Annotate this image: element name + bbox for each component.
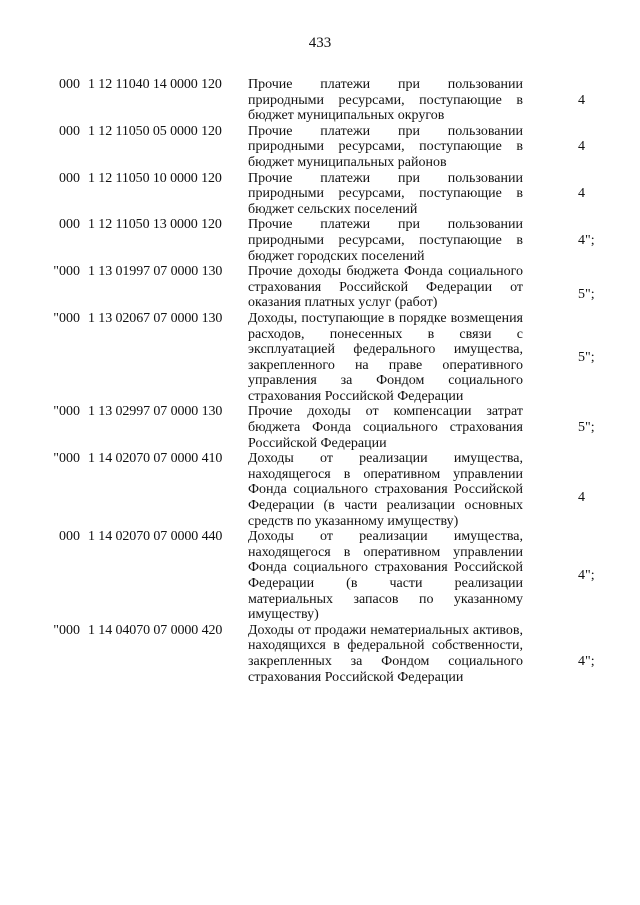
income-description: Прочие доходы от компенсации затрат бюджета Фонда социального страхования Российской Федерации <box>248 404 523 451</box>
admin-code: 000 <box>59 217 80 233</box>
budget-classification-code: 1 14 02070 07 0000 440 <box>88 529 223 545</box>
admin-code: 000 <box>59 170 80 186</box>
admin-code: 000 <box>59 123 80 139</box>
norm-value: 5"; <box>578 287 595 303</box>
table-row <box>0 623 640 685</box>
table-row <box>0 451 640 529</box>
norm-value: 4 <box>578 139 585 155</box>
admin-code: "000 <box>53 404 80 420</box>
norm-value: 4 <box>578 490 585 506</box>
table-row <box>0 77 640 124</box>
admin-code: "000 <box>53 264 80 280</box>
table-row <box>0 404 640 451</box>
table-row <box>0 124 640 171</box>
admin-code: "000 <box>53 310 80 326</box>
admin-code: "000 <box>53 622 80 638</box>
income-description: Прочие платежи при пользовании природными ресурсами, поступающие в бюджет городских поселений <box>248 217 523 264</box>
budget-classification-code: 1 13 01997 07 0000 130 <box>88 264 223 280</box>
budget-classification-code: 1 12 11050 05 0000 120 <box>88 123 222 139</box>
income-description: Доходы, поступающие в порядке возмещения расходов, понесенных в связи с эксплуатацией федерального имущества, закрепленного на праве оперативного управления за Фондом социального страхования Российской Федерации <box>248 310 523 404</box>
table-row <box>0 171 640 218</box>
norm-value: 4"; <box>578 232 595 248</box>
income-description: Доходы от продажи нематериальных активов, находящихся в федеральной собственности, закрепленных за Фондом социального страхования Российской Федерации <box>248 622 523 685</box>
income-description: Доходы от реализации имущества, находящегося в оперативном управлении Фонда социального страхования Российской Федерации (в части реализации основных средств по указанному имуществу) <box>248 451 523 529</box>
table-row <box>0 311 640 405</box>
budget-code-table <box>0 77 640 685</box>
norm-value: 4"; <box>578 653 595 669</box>
budget-classification-code: 1 13 02067 07 0000 130 <box>88 310 223 326</box>
budget-classification-code: 1 12 11050 10 0000 120 <box>88 170 222 186</box>
table-row <box>0 529 640 623</box>
budget-classification-code: 1 14 04070 07 0000 420 <box>88 622 223 638</box>
budget-classification-code: 1 14 02070 07 0000 410 <box>88 451 223 467</box>
admin-code: "000 <box>53 451 80 467</box>
table-row <box>0 264 640 311</box>
page-number: 433 <box>308 35 332 51</box>
income-description: Прочие платежи при пользовании природными ресурсами, поступающие в бюджет сельских поселений <box>248 170 523 217</box>
norm-value: 4 <box>578 92 585 108</box>
income-description: Прочие платежи при пользовании природными ресурсами, поступающие в бюджет муниципальных районов <box>248 123 523 170</box>
income-description: Доходы от реализации имущества, находящегося в оперативном управлении Фонда социального страхования Российской Федерации (в части реализации материальных запасов по указанному имуществу) <box>248 529 523 623</box>
income-description: Прочие доходы бюджета Фонда социального страхования Российской Федерации от оказания платных услуг (работ) <box>248 264 523 311</box>
norm-value: 4 <box>578 186 585 202</box>
budget-classification-code: 1 12 11040 14 0000 120 <box>88 77 222 92</box>
norm-value: 5"; <box>578 420 595 436</box>
admin-code: 000 <box>59 77 80 92</box>
budget-classification-code: 1 13 02997 07 0000 130 <box>88 404 223 420</box>
norm-value: 4"; <box>578 568 595 584</box>
budget-classification-code: 1 12 11050 13 0000 120 <box>88 217 222 233</box>
table-row <box>0 217 640 264</box>
norm-value: 5"; <box>578 349 595 365</box>
admin-code: 000 <box>59 529 80 545</box>
income-description: Прочие платежи при пользовании природными ресурсами, поступающие в бюджет муниципальных округов <box>248 77 523 124</box>
